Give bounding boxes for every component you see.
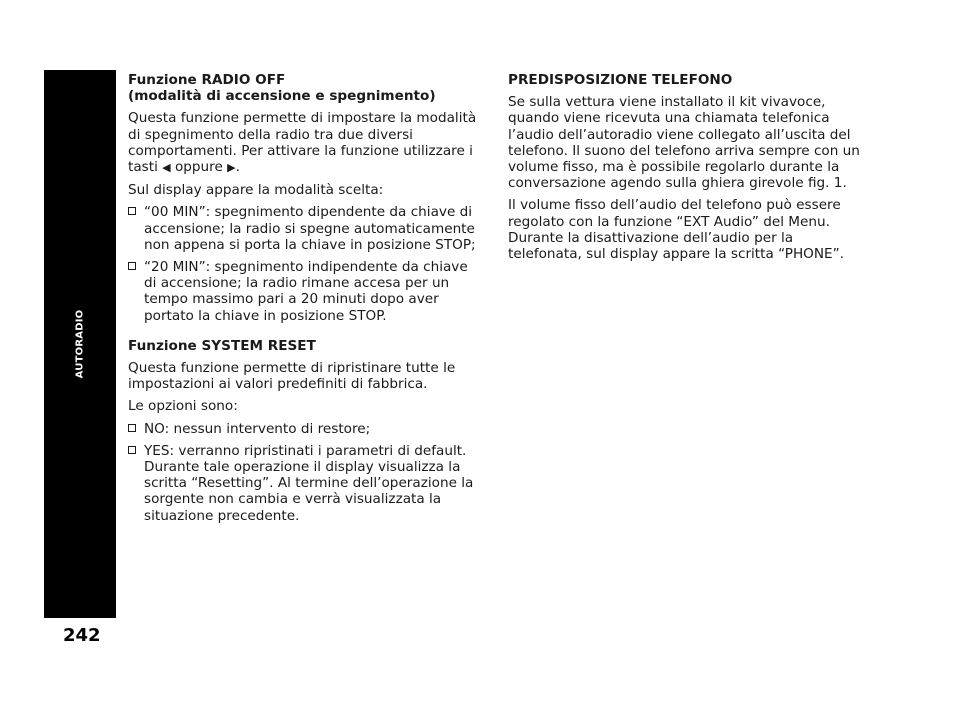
system-reset-heading: Funzione SYSTEM RESET xyxy=(128,337,316,354)
phone-heading: PREDISPOSIZIONE TELEFONO xyxy=(508,72,733,88)
system-reset-description: Questa funzione permette di ripristinare tutte le impostazioni ai valori predefiniti di fabbrica. xyxy=(128,360,456,393)
left-column xyxy=(128,72,478,530)
page-number: 242 xyxy=(63,625,101,646)
system-reset-options-label: Le opzioni sono: xyxy=(128,398,238,415)
left-arrow-icon: ◀ xyxy=(162,161,171,175)
right-arrow-icon: ▶ xyxy=(227,161,236,175)
radio-off-heading: Funzione RADIO OFF (modalità di accensione e spegnimento) xyxy=(128,72,436,105)
list-item: “20 MIN”: spegnimento indipendente da chiave di accensione; la radio rimane accesa per un tempo massimo pari a 20 minuti dopo aver portato la chiave in posizione STOP. xyxy=(128,259,478,324)
radio-off-options xyxy=(128,204,478,323)
radio-off-description: Questa funzione permette di impostare la modalità di spegnimento della radio tra due diversi comportamenti. Per attivare la funzione utilizzare i tasti ◀ oppure ▶. xyxy=(128,110,477,176)
system-reset-options xyxy=(128,421,478,524)
phone-description: Se sulla vettura viene installato il kit vivavoce, quando viene ricevuta una chiamata telefonica l’audio dell’autoradio viene collegato all’uscita del telefono. Il suono del telefono arriva sempre con un volume fisso, ma è possibile regolarlo durante la conversazione agendo sulla ghiera girevole fig. 1. xyxy=(508,94,860,192)
list-item: NO: nessun intervento di restore; xyxy=(128,421,478,437)
checkbox-bullet-icon xyxy=(128,446,136,454)
checkbox-bullet-icon xyxy=(128,424,136,432)
checkbox-bullet-icon xyxy=(128,262,136,270)
list-item: “00 MIN”: spegnimento dipendente da chiave di accensione; la radio si spegne automaticamente non appena si porta la chiave in posizione STOP; xyxy=(128,204,478,253)
radio-off-display-note: Sul display appare la modalità scelta: xyxy=(128,182,384,199)
right-column xyxy=(508,72,868,268)
section-label: AUTORADIO xyxy=(74,309,86,379)
checkbox-bullet-icon xyxy=(128,207,136,215)
phone-volume-note: Il volume fisso dell’audio del telefono può essere regolato con la funzione “EXT Audio” del Menu. Durante la disattivazione dell’audio per la telefonata, sul display appare la scritta “PHONE”. xyxy=(508,197,844,263)
list-item: YES: verranno ripristinati i parametri di default. Durante tale operazione il display visualizza la scritta “Resetting”. Al termine dell’operazione la sorgente non cambia e verrà visualizzata la situazione precedente. xyxy=(128,443,478,524)
